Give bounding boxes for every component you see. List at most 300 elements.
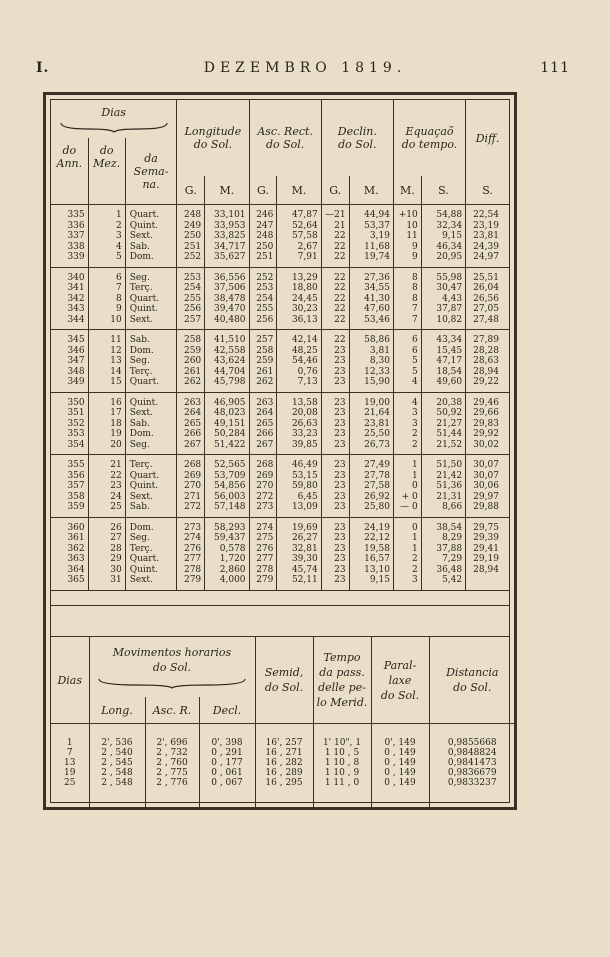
diff-cell: 25,51 <box>473 272 499 283</box>
table-cell: 6 <box>88 267 125 283</box>
table-cell: 23 <box>321 429 349 440</box>
table-cell: 0', 149 <box>371 724 429 749</box>
table-cell: 23 <box>321 377 349 392</box>
tempo-header: Tempo da pass. delle pe- lo Merid. <box>313 637 371 724</box>
table-cell: Terç. <box>125 367 177 378</box>
table-cell: 277 <box>249 554 277 565</box>
table-cell: 59,437 <box>205 533 249 544</box>
table-cell: 22,12 <box>349 533 393 544</box>
table-cell: 52,565 <box>205 455 249 471</box>
table-cell: 1 <box>393 544 421 555</box>
table-cell: 23 <box>321 492 349 503</box>
table-cell: 256 <box>177 304 205 315</box>
table-cell: 13,10 <box>349 565 393 576</box>
table-cell: Quint. <box>125 565 177 576</box>
table-cell: Seg. <box>125 440 177 455</box>
table-cell: 11 <box>393 231 421 242</box>
table-cell: 18,80 <box>277 283 321 294</box>
movimentos-header: Movimentos horarios do Sol. <box>89 637 255 697</box>
table-cell: 3 <box>88 231 125 242</box>
table-row <box>51 315 509 330</box>
diff-cell: 29,97 <box>473 491 499 502</box>
unit-m: M. <box>277 176 321 205</box>
table-cell: 23 <box>321 440 349 455</box>
table-cell: 56,003 <box>205 492 249 503</box>
table-cell: 7 <box>393 315 421 330</box>
table-cell: 21,42 <box>421 471 465 482</box>
table-cell: 23 <box>321 419 349 430</box>
table-cell: 33,101 <box>205 205 249 221</box>
unit-m: M. <box>349 176 393 205</box>
asc-rect-header: Asc. Rect. do Sol. <box>249 100 321 176</box>
table-cell: 257 <box>249 330 277 346</box>
table-cell: 32,34 <box>421 221 465 232</box>
table-row <box>51 392 509 408</box>
section-divider <box>51 605 509 606</box>
table-cell: Terç. <box>125 544 177 555</box>
table-cell: 21 <box>321 221 349 232</box>
ephemeris-body <box>51 205 509 591</box>
table-cell: 4,43 <box>421 294 465 305</box>
table-cell: 1 <box>393 533 421 544</box>
table-cell: 53,709 <box>205 471 249 482</box>
table-cell: 267 <box>177 440 205 455</box>
table-cell: 275 <box>249 533 277 544</box>
table-cell: 4 <box>88 242 125 253</box>
table-cell: 27,58 <box>349 481 393 492</box>
table-cell: 359 <box>51 502 88 517</box>
table-cell: 36,556 <box>205 267 249 283</box>
table-cell: 365 <box>51 575 88 590</box>
table-cell: 19,69 <box>277 517 321 533</box>
table-cell: 54,88 <box>421 205 465 221</box>
table-row <box>51 778 515 808</box>
table-cell: 27 <box>88 533 125 544</box>
table-cell: 0,9848824 <box>447 748 497 758</box>
table-cell: 269 <box>249 471 277 482</box>
table-cell: 2 <box>393 440 421 455</box>
dias-header-2: Dias <box>51 637 89 724</box>
table-cell: 12 <box>88 346 125 357</box>
table-cell: 30,47 <box>421 283 465 294</box>
table-cell: 3,81 <box>349 346 393 357</box>
table-cell: 8 <box>393 283 421 294</box>
diff-cell: 28,28 <box>473 345 499 356</box>
table-cell: 350 <box>51 392 88 408</box>
table-cell: 0,9833237 <box>447 778 497 788</box>
table-cell: Sext. <box>125 315 177 330</box>
table-cell: 251 <box>177 242 205 253</box>
table-cell: 0', 398 <box>199 724 255 749</box>
table-cell: 50,92 <box>421 408 465 419</box>
table-cell: 20,08 <box>277 408 321 419</box>
table-cell: 45,74 <box>277 565 321 576</box>
table-cell: 16,57 <box>349 554 393 565</box>
table-cell: 262 <box>177 377 205 392</box>
table-cell: 26,27 <box>277 533 321 544</box>
table-cell: 33,825 <box>205 231 249 242</box>
table-cell: 4 <box>393 392 421 408</box>
table-cell: 247 <box>249 221 277 232</box>
table-cell: 47,87 <box>277 205 321 221</box>
table-cell: 7,91 <box>277 252 321 267</box>
table-cell: 39,30 <box>277 554 321 565</box>
table-cell: 10 <box>88 315 125 330</box>
table-cell: 272 <box>177 502 205 517</box>
diff-cell: 29,83 <box>473 418 499 429</box>
table-row <box>51 267 509 283</box>
hourly-motions-table <box>51 637 515 808</box>
diff-cell: 29,41 <box>473 543 499 554</box>
table-cell: 43,624 <box>205 356 249 367</box>
table-cell: 264 <box>177 408 205 419</box>
table-row <box>51 221 509 232</box>
table-cell: 34,717 <box>205 242 249 253</box>
table-cell: 53,46 <box>349 315 393 330</box>
brace-icon <box>59 121 169 133</box>
table-cell: 58,86 <box>349 330 393 346</box>
table-cell: 46,905 <box>205 392 249 408</box>
table-cell: 343 <box>51 304 88 315</box>
table-cell: 23 <box>321 455 349 471</box>
table-cell: 27,78 <box>349 471 393 482</box>
table-row <box>51 533 509 544</box>
diff-cell: 30,06 <box>473 481 499 491</box>
table-cell: 0 , 149 <box>371 758 429 768</box>
table-cell: 255 <box>249 304 277 315</box>
table-cell: Quart. <box>125 471 177 482</box>
table-cell: 26,73 <box>349 440 393 455</box>
table-cell: 254 <box>177 283 205 294</box>
table-cell: 1 10 , 8 <box>313 758 371 768</box>
table-cell: 24 <box>88 492 125 503</box>
table-cell: 271 <box>177 492 205 503</box>
table-cell: 53,37 <box>349 221 393 232</box>
table-cell: 6 <box>393 346 421 357</box>
table-row <box>51 502 509 517</box>
table-cell: Terç. <box>125 455 177 471</box>
table-cell: 1 10 , 5 <box>313 748 371 758</box>
table-cell: 1 10 , 9 <box>313 768 371 778</box>
table-cell: 263 <box>177 392 205 408</box>
table-cell: 342 <box>51 294 88 305</box>
table-cell: 19,74 <box>349 252 393 267</box>
table-cell: 1' 10", 1 <box>313 724 371 749</box>
table-cell: 23,81 <box>349 419 393 430</box>
table-cell: 30,23 <box>277 304 321 315</box>
table-cell: 265 <box>249 419 277 430</box>
table-cell: Terç. <box>125 283 177 294</box>
table-cell: +10 <box>393 205 421 221</box>
table-cell: 252 <box>249 267 277 283</box>
table-row <box>51 377 509 392</box>
table-cell: 15,90 <box>349 377 393 392</box>
blank-unit <box>88 176 125 205</box>
table-cell: 362 <box>51 544 88 555</box>
table-cell: 13,09 <box>277 502 321 517</box>
diff-cell: 29,92 <box>473 429 499 439</box>
table-cell: 248 <box>249 231 277 242</box>
table-cell: 0 <box>393 517 421 533</box>
table-cell: 23 <box>321 481 349 492</box>
table-row <box>51 554 509 565</box>
table-cell: 23 <box>321 575 349 590</box>
table-cell: 276 <box>249 544 277 555</box>
paral-header: Paral- laxe do Sol. <box>371 637 429 724</box>
table-cell: 8,66 <box>421 502 465 517</box>
table-cell: 340 <box>51 267 88 283</box>
table-cell: 250 <box>177 231 205 242</box>
table-cell: 349 <box>51 377 88 392</box>
table-cell: 0 , 149 <box>371 748 429 758</box>
table-cell: 260 <box>177 356 205 367</box>
table-cell: 22 <box>321 231 349 242</box>
table-cell: Sab. <box>125 242 177 253</box>
table-cell: 6 <box>393 330 421 346</box>
table-cell: 338 <box>51 242 88 253</box>
table-cell: Sext. <box>125 575 177 590</box>
table-cell: Quint. <box>125 221 177 232</box>
diff-cell: 30,07 <box>473 460 499 470</box>
table-cell: 13 <box>88 356 125 367</box>
table-cell: 19,58 <box>349 544 393 555</box>
table-cell: 13,58 <box>277 392 321 408</box>
table-cell: 358 <box>51 492 88 503</box>
table-cell: Quint. <box>125 481 177 492</box>
diff-cell: 28,94 <box>473 366 499 377</box>
table-cell: 1 <box>88 205 125 221</box>
table-cell: 7,29 <box>421 554 465 565</box>
table-cell: 7 <box>393 304 421 315</box>
table-cell: 49,151 <box>205 419 249 430</box>
table-cell: 22 <box>88 471 125 482</box>
table-cell: 10 <box>393 221 421 232</box>
table-cell: 22 <box>321 315 349 330</box>
table-row <box>51 565 509 576</box>
table-cell: 279 <box>177 575 205 590</box>
diff-cell: 24,97 <box>466 252 509 267</box>
table-cell: 270 <box>177 481 205 492</box>
table-row <box>51 367 509 378</box>
table-cell: 335 <box>51 205 88 221</box>
table-cell: 259 <box>249 356 277 367</box>
table-cell: 2 , 548 <box>89 768 145 778</box>
table-cell: 21 <box>88 455 125 471</box>
table-cell: Seg. <box>125 533 177 544</box>
table-cell: 20 <box>88 440 125 455</box>
table-cell: 48,023 <box>205 408 249 419</box>
dias-header: Dias <box>51 100 177 138</box>
table-cell: 18 <box>88 419 125 430</box>
table-cell: 3 <box>393 408 421 419</box>
table-cell: 1 <box>393 471 421 482</box>
table-cell: 8,30 <box>349 356 393 367</box>
table-cell: 346 <box>51 346 88 357</box>
table-row <box>51 304 509 315</box>
table-row <box>51 231 509 242</box>
table-cell: 278 <box>249 565 277 576</box>
table-cell: 23 <box>321 533 349 544</box>
table-cell: 41,30 <box>349 294 393 305</box>
equacao-header: Equaçaõ do tempo. <box>393 100 465 176</box>
table-cell: Quart. <box>125 205 177 221</box>
table-cell: 55,98 <box>421 267 465 283</box>
table-cell: 8 <box>393 294 421 305</box>
table-row <box>51 724 515 749</box>
diff-cell: 23,81 <box>473 231 499 241</box>
table-cell: 0,9855668 <box>447 738 497 748</box>
table-cell: 7 <box>51 748 89 758</box>
page-number: 111 <box>540 60 570 76</box>
table-cell: 52,64 <box>277 221 321 232</box>
table-cell: 258 <box>249 346 277 357</box>
table-cell: 51,422 <box>205 440 249 455</box>
table-cell: 40,480 <box>205 315 249 330</box>
table-cell: 20,38 <box>421 392 465 408</box>
table-cell: 6,45 <box>277 492 321 503</box>
table-cell: 0 , 149 <box>371 778 429 808</box>
table-cell: 269 <box>177 471 205 482</box>
hourly-motions-body <box>51 724 515 809</box>
table-row <box>51 544 509 555</box>
table-cell: 16 , 295 <box>255 778 313 808</box>
table-cell: 9 <box>393 252 421 267</box>
table-cell: 33,23 <box>277 429 321 440</box>
table-cell: 5 <box>393 356 421 367</box>
table-cell: 23 <box>321 517 349 533</box>
table-cell: 22 <box>321 330 349 346</box>
table-cell: 22 <box>321 252 349 267</box>
long-header: Long. <box>89 697 145 724</box>
table-cell: 1 11 , 0 <box>313 778 371 808</box>
table-cell: 265 <box>177 419 205 430</box>
table-cell: 274 <box>249 517 277 533</box>
table-cell: Quint. <box>125 304 177 315</box>
table-cell: 356 <box>51 471 88 482</box>
table-cell: 29 <box>88 554 125 565</box>
table-row <box>51 330 509 346</box>
table-cell: 277 <box>177 554 205 565</box>
table-cell: 266 <box>249 429 277 440</box>
table-row <box>51 408 509 419</box>
table-cell: 4 <box>393 377 421 392</box>
table-cell: 268 <box>177 455 205 471</box>
table-cell: 0 , 149 <box>371 768 429 778</box>
brace-icon <box>97 677 247 689</box>
table-cell: 2 , 732 <box>145 748 199 758</box>
table-row <box>51 471 509 482</box>
table-cell: 50,284 <box>205 429 249 440</box>
table-cell: 53,15 <box>277 471 321 482</box>
diff-cell: 23,19 <box>473 220 499 231</box>
table-cell: 357 <box>51 481 88 492</box>
table-cell: 46,34 <box>421 242 465 253</box>
diff-cell <box>466 575 509 590</box>
table-cell: 21,52 <box>421 440 465 455</box>
table-cell: 43,34 <box>421 330 465 346</box>
table-cell: —21 <box>321 205 349 221</box>
month-title: DEZEMBRO 1819. <box>203 60 407 76</box>
table-cell: 257 <box>177 315 205 330</box>
diff-cell: 26,04 <box>473 283 499 293</box>
table-cell: 10,82 <box>421 315 465 330</box>
table-inner-frame <box>50 99 510 803</box>
table-row <box>51 492 509 503</box>
table-cell: 348 <box>51 367 88 378</box>
table-cell: 54,856 <box>205 481 249 492</box>
table-cell: 0,578 <box>205 544 249 555</box>
table-cell: 37,506 <box>205 283 249 294</box>
table-cell: 38,478 <box>205 294 249 305</box>
table-cell: 2,860 <box>205 565 249 576</box>
table-row <box>51 419 509 430</box>
table-cell: 9 <box>393 242 421 253</box>
distancia-header: Distancia do Sol. <box>429 637 515 724</box>
table-cell: Dom. <box>125 252 177 267</box>
table-cell: 23 <box>321 392 349 408</box>
table-cell: 354 <box>51 440 88 455</box>
table-cell: 2 , 775 <box>145 768 199 778</box>
table-cell: 352 <box>51 419 88 430</box>
table-cell: 2', 696 <box>145 724 199 749</box>
table-cell: 0,76 <box>277 367 321 378</box>
table-cell: 256 <box>249 315 277 330</box>
table-cell: 363 <box>51 554 88 565</box>
table-cell: 0 <box>393 481 421 492</box>
table-cell: 254 <box>249 294 277 305</box>
diff-header: Diff. <box>475 131 500 145</box>
diff-cell: 29,46 <box>473 397 499 408</box>
table-cell: 353 <box>51 429 88 440</box>
table-cell: 47,17 <box>421 356 465 367</box>
table-cell: 19,00 <box>349 392 393 408</box>
table-cell: 279 <box>249 575 277 590</box>
table-cell: 13 <box>51 758 89 768</box>
table-cell: 8 <box>88 294 125 305</box>
unit-g: G. <box>249 176 277 205</box>
table-row <box>51 294 509 305</box>
diff-cell: 26,56 <box>473 293 499 304</box>
table-cell: 9 <box>88 304 125 315</box>
volume-number: I. <box>36 60 50 76</box>
table-cell: 22 <box>321 294 349 305</box>
table-cell: 1 <box>393 455 421 471</box>
diff-cell: 29,39 <box>473 533 499 543</box>
table-row <box>51 429 509 440</box>
diff-cell: 30,07 <box>473 470 499 481</box>
table-row <box>51 455 509 471</box>
table-cell: 1 <box>51 724 89 749</box>
table-cell: 23 <box>88 481 125 492</box>
table-cell: 44,94 <box>349 205 393 221</box>
table-row <box>51 575 509 590</box>
table-cell: 23 <box>321 471 349 482</box>
table-cell: 47,60 <box>349 304 393 315</box>
table-cell: 24,45 <box>277 294 321 305</box>
table-cell: Dom. <box>125 517 177 533</box>
diff-cell: 27,05 <box>473 304 499 314</box>
table-cell: 22 <box>321 304 349 315</box>
table-cell: 278 <box>177 565 205 576</box>
table-cell: Dom. <box>125 346 177 357</box>
decl-header: Decl. <box>199 697 255 724</box>
unit-s: S. <box>421 176 465 205</box>
table-cell: 51,50 <box>421 455 465 471</box>
diff-cell: 27,89 <box>473 335 499 345</box>
table-cell: 16 , 271 <box>255 748 313 758</box>
table-cell: 33,953 <box>205 221 249 232</box>
table-cell: 57,148 <box>205 502 249 517</box>
